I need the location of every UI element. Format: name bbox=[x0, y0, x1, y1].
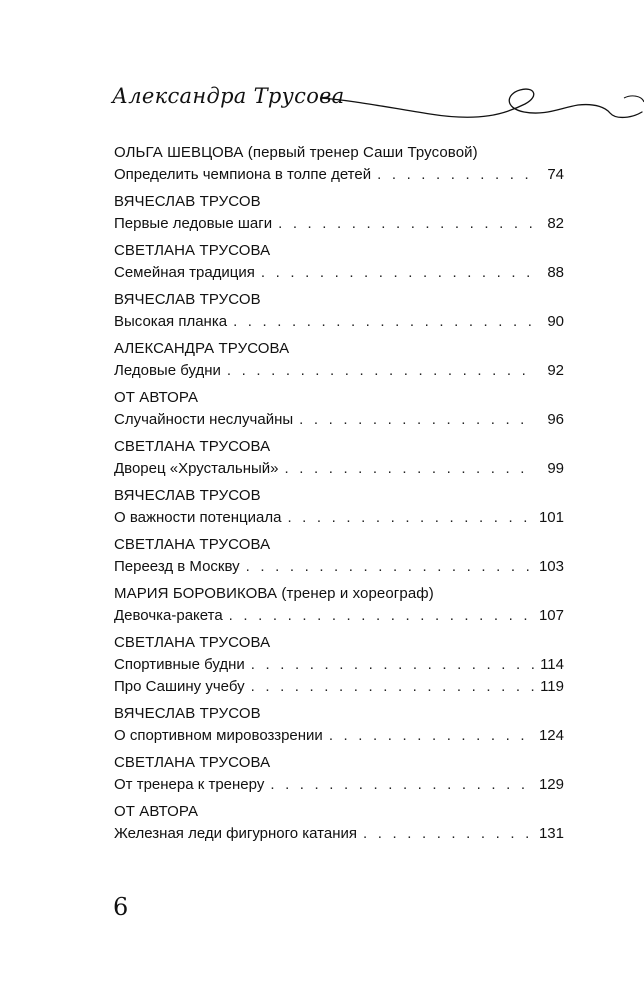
section-author: ВЯЧЕСЛАВ ТРУСОВ bbox=[114, 193, 261, 210]
toc-section bbox=[114, 752, 564, 796]
entry-title: Переезд в Москву bbox=[114, 558, 240, 575]
running-header bbox=[112, 78, 644, 128]
section-author: АЛЕКСАНДРА ТРУСОВА bbox=[114, 340, 290, 357]
entry-page-number: 74 bbox=[547, 166, 564, 183]
page-number: 6 bbox=[113, 893, 129, 921]
dot-leader bbox=[329, 725, 533, 747]
section-author: СВЕТЛАНА ТРУСОВА bbox=[114, 536, 271, 553]
toc-entry[interactable] bbox=[114, 774, 564, 796]
section-author: СВЕТЛАНА ТРУСОВА bbox=[114, 634, 271, 651]
dot-leader bbox=[246, 556, 533, 578]
dot-leader bbox=[229, 605, 533, 627]
toc-entry[interactable] bbox=[114, 311, 564, 333]
section-author: ВЯЧЕСЛАВ ТРУСОВ bbox=[114, 291, 261, 308]
entry-title: О спортивном мировоззрении bbox=[114, 727, 323, 744]
dot-leader bbox=[227, 360, 536, 382]
dot-leader bbox=[251, 676, 534, 698]
entry-page-number: 107 bbox=[538, 607, 564, 624]
toc-entry[interactable] bbox=[114, 654, 564, 676]
entry-title: Определить чемпиона в толпе детей bbox=[114, 166, 372, 183]
section-author: ВЯЧЕСЛАВ ТРУСОВ bbox=[114, 487, 261, 504]
dot-leader bbox=[299, 409, 536, 431]
toc-entry[interactable] bbox=[114, 262, 564, 284]
entry-title: Дворец «Хрустальный» bbox=[114, 460, 279, 477]
entry-title: От тренера к тренеру bbox=[114, 776, 265, 793]
entry-page-number: 82 bbox=[547, 215, 564, 232]
entry-page-number: 101 bbox=[538, 509, 564, 526]
header-title: Александра Трусова bbox=[112, 84, 345, 108]
entry-page-number: 131 bbox=[538, 825, 564, 842]
entry-title: Высокая планка bbox=[114, 313, 228, 330]
toc-entry[interactable] bbox=[114, 676, 564, 698]
dot-leader bbox=[363, 823, 533, 845]
entry-page-number: 119 bbox=[540, 678, 564, 695]
dot-leader bbox=[287, 507, 533, 529]
section-author: ОЛЬГА ШЕВЦОВА (первый тренер Саши Трусовой) bbox=[114, 144, 478, 161]
toc-section bbox=[114, 142, 564, 186]
toc-section bbox=[114, 485, 564, 529]
entry-title: Про Сашину учебу bbox=[114, 678, 245, 695]
toc-section bbox=[114, 387, 564, 431]
entry-title: Спортивные будни bbox=[114, 656, 245, 673]
toc-entry[interactable] bbox=[114, 605, 564, 627]
entry-title: Ледовые будни bbox=[114, 362, 221, 379]
dot-leader bbox=[251, 654, 534, 676]
entry-title: Девочка-ракета bbox=[114, 607, 223, 624]
entry-title: Случайности неслучайны bbox=[114, 411, 294, 428]
ornamental-flourish-icon bbox=[320, 78, 644, 128]
entry-title: Первые ледовые шаги bbox=[114, 215, 273, 232]
section-author: СВЕТЛАНА ТРУСОВА bbox=[114, 242, 271, 259]
entry-page-number: 124 bbox=[538, 727, 564, 744]
toc-section bbox=[114, 534, 564, 578]
section-author: СВЕТЛАНА ТРУСОВА bbox=[114, 754, 271, 771]
toc-section bbox=[114, 801, 564, 845]
toc-section bbox=[114, 240, 564, 284]
toc-entry[interactable] bbox=[114, 360, 564, 382]
entry-title: Семейная традиция bbox=[114, 264, 255, 281]
toc-entry[interactable] bbox=[114, 823, 564, 845]
section-author: ВЯЧЕСЛАВ ТРУСОВ bbox=[114, 705, 261, 722]
entry-page-number: 114 bbox=[540, 656, 564, 673]
entry-page-number: 88 bbox=[547, 264, 564, 281]
section-author: ОТ АВТОРА bbox=[114, 389, 199, 406]
dot-leader bbox=[233, 311, 536, 333]
entry-page-number: 92 bbox=[547, 362, 564, 379]
dot-leader bbox=[377, 164, 536, 186]
dot-leader bbox=[278, 213, 536, 235]
toc-entry[interactable] bbox=[114, 458, 564, 480]
entry-page-number: 90 bbox=[547, 313, 564, 330]
entry-page-number: 96 bbox=[547, 411, 564, 428]
section-author: СВЕТЛАНА ТРУСОВА bbox=[114, 438, 271, 455]
toc-entry[interactable] bbox=[114, 556, 564, 578]
toc-section bbox=[114, 632, 564, 698]
entry-title: Железная леди фигурного катания bbox=[114, 825, 358, 842]
entry-page-number: 129 bbox=[538, 776, 564, 793]
dot-leader bbox=[285, 458, 537, 480]
toc-section bbox=[114, 436, 564, 480]
dot-leader bbox=[270, 774, 533, 796]
dot-leader bbox=[261, 262, 536, 284]
section-author: МАРИЯ БОРОВИКОВА (тренер и хореограф) bbox=[114, 585, 434, 602]
toc-section bbox=[114, 338, 564, 382]
entry-page-number: 99 bbox=[547, 460, 564, 477]
toc-section bbox=[114, 703, 564, 747]
entry-page-number: 103 bbox=[538, 558, 564, 575]
toc-section bbox=[114, 191, 564, 235]
toc-entry[interactable] bbox=[114, 725, 564, 747]
toc-entry[interactable] bbox=[114, 164, 564, 186]
toc-entry[interactable] bbox=[114, 507, 564, 529]
toc-section bbox=[114, 289, 564, 333]
toc-entry[interactable] bbox=[114, 409, 564, 431]
table-of-contents bbox=[114, 142, 564, 850]
section-author: ОТ АВТОРА bbox=[114, 803, 199, 820]
entry-title: О важности потенциала bbox=[114, 509, 282, 526]
toc-section bbox=[114, 583, 564, 627]
toc-entry[interactable] bbox=[114, 213, 564, 235]
